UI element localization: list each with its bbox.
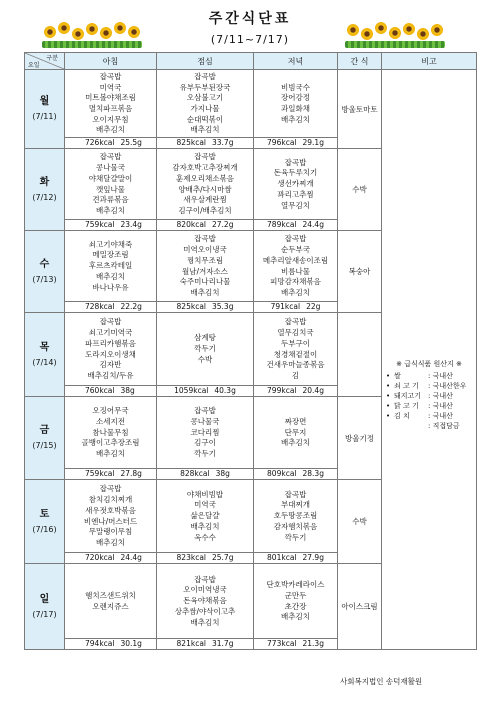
menu-item: 배추김치 [281, 287, 310, 297]
breakfast-cell [65, 313, 157, 397]
menu-item: 감자호박고추장찌개 [172, 163, 238, 173]
snack-cell: 아이스크림 [338, 564, 382, 650]
breakfast-cell [65, 231, 157, 313]
day-cell [25, 231, 65, 313]
bullet-icon: • [386, 411, 391, 420]
menu-item: 수박 [197, 354, 213, 364]
menu-item: 미역국 [194, 500, 216, 510]
origin-title: ※ 급식식품 원산지 ※ [396, 359, 462, 368]
menu-item: 유부두부된장국 [179, 82, 231, 92]
menu-item: 비름나물 [281, 266, 310, 276]
dinner-cell [254, 564, 338, 650]
origin-label: 닭 고 기 [394, 401, 419, 410]
day-date: (7/11) [32, 112, 57, 121]
protein-value: 21.3g [302, 639, 324, 648]
kcal-value: 794kcal [85, 639, 115, 648]
menu-item: 생선카찌개 [277, 179, 314, 189]
menu-item: 삶은달걀 [190, 511, 220, 521]
menu-item: 참치김치찌개 [88, 495, 133, 505]
kcal-value: 759kcal [85, 469, 115, 478]
bullet-icon: • [386, 381, 391, 390]
menu-item: 건새우마늘종볶음 [266, 360, 325, 370]
dinner-cell [254, 313, 338, 397]
lunch-cell [157, 564, 254, 650]
kcal-value: 823kcal [176, 553, 206, 562]
menu-item: 오렌지쥬스 [92, 601, 129, 611]
lunch-cell [157, 313, 254, 397]
menu-item: 초간장 [284, 601, 307, 611]
menu-item: 오징어무국 [92, 406, 129, 416]
nutrition-row [254, 137, 337, 148]
protein-value: 23.4g [120, 220, 142, 229]
nutrition-row [65, 219, 156, 230]
lunch-cell [157, 231, 254, 313]
menu-item: 잡곡밥 [284, 317, 307, 327]
header-corner [25, 53, 65, 70]
menu-item: 배추김치 [190, 287, 220, 297]
day-cell [25, 564, 65, 650]
menu-item: 야채달걀말이 [88, 173, 133, 183]
menu-item: 짜장면 [284, 416, 307, 426]
menu-item: 부대찌개 [281, 500, 310, 510]
nutrition-row [65, 638, 156, 649]
menu-item: 순두부국 [281, 245, 310, 255]
menu-item: 미역국 [99, 82, 122, 92]
protein-value: 33.7g [212, 138, 234, 147]
menu-item: 과일화채 [281, 104, 310, 113]
menu-item: 골뱅이고추장조림 [81, 438, 140, 448]
menu-item: 메추리알새송이조림 [262, 255, 329, 265]
menu-item: 깍두기 [284, 532, 307, 542]
kcal-value: 796kcal [267, 138, 297, 147]
menu-item: 김자반 [99, 360, 122, 370]
origin-label: 김 치 [394, 411, 410, 420]
day-date: (7/17) [32, 609, 57, 619]
menu-item: 코다리찜 [190, 427, 220, 437]
origin-label: 쌀 [394, 371, 401, 380]
menu-item: 잡곡밥 [284, 489, 307, 499]
snack-cell: 수박 [338, 480, 382, 564]
nutrition-row [157, 137, 253, 148]
day-cell [25, 149, 65, 231]
footer-organization: 사회복지법인 송덕재활원 [340, 677, 423, 686]
snack-cell: 수박 [338, 149, 382, 231]
snack-cell [338, 313, 382, 397]
menu-item: 파프리카햄볶음 [85, 338, 136, 348]
day-name: 토 [39, 508, 50, 520]
menu-item: 군만두 [284, 590, 307, 600]
day-cell [25, 397, 65, 480]
menu-item: 옥수수 [194, 532, 216, 542]
protein-value: 20.4g [302, 386, 324, 395]
snack-cell: 복숭아 [338, 231, 382, 313]
menu-item: 상추쌈/야삭이고추 [174, 606, 236, 616]
menu-item: 미트볼야채조림 [85, 93, 136, 103]
menu-item: 호두땅콩조림 [273, 511, 318, 521]
origin-row [386, 411, 472, 421]
lunch-cell [157, 480, 254, 564]
origin-value: : 직접담금 [428, 421, 460, 430]
origin-value: : 국내산 [428, 401, 453, 410]
menu-item: 햄치즈샌드위치 [85, 590, 136, 600]
corner-category-label: 구분 [46, 55, 58, 62]
menu-item: 쇠고기미역국 [88, 328, 133, 338]
origin-info [382, 359, 476, 431]
bullet-icon [386, 421, 394, 431]
menu-item: 도라지오이생채 [85, 349, 136, 359]
origin-label [394, 421, 428, 431]
nutrition-row [254, 468, 337, 479]
date-range: (7/11~7/17) [210, 33, 290, 46]
menu-item: 잡곡밥 [194, 574, 216, 584]
kcal-value: 760kcal [85, 386, 115, 395]
menu-item: 배추김치/두유 [87, 370, 134, 380]
kcal-value: 828kcal [180, 469, 210, 478]
nutrition-row [157, 301, 253, 312]
kcal-value: 809kcal [267, 469, 297, 478]
day-name: 금 [39, 425, 50, 436]
lunch-cell [157, 397, 254, 480]
breakfast-cell [65, 70, 157, 149]
nutrition-row [157, 468, 253, 479]
menu-item: 돈육야채볶음 [183, 596, 227, 606]
protein-value: 27.8g [120, 469, 142, 478]
menu-item: 배추김치 [190, 617, 220, 627]
menu-item: 깍두기 [194, 449, 216, 459]
breakfast-cell [65, 397, 157, 480]
menu-item: 꿩치무조림 [186, 255, 224, 265]
kcal-value: 773kcal [267, 639, 297, 648]
menu-item: 소세지전 [96, 416, 125, 426]
day-name: 목 [39, 341, 50, 353]
kcal-value: 728kcal [85, 302, 115, 311]
kcal-value: 825kcal [176, 302, 206, 311]
dinner-cell [254, 480, 338, 564]
menu-item: 장어강정 [281, 93, 310, 103]
breakfast-cell [65, 564, 157, 650]
origin-row [386, 381, 472, 391]
protein-value: 27.2g [212, 220, 234, 229]
menu-item: 후르츠칵테일 [88, 261, 133, 271]
menu-item: 오이미역냉국 [183, 585, 227, 595]
menu-item: 배추김치 [281, 114, 310, 124]
menu-item: 깻잎나물 [96, 184, 125, 194]
menu-item: 단무지 [284, 427, 307, 437]
day-name: 수 [39, 258, 50, 270]
bullet-icon: • [386, 391, 391, 400]
menu-item: 김 [291, 370, 300, 380]
menu-item: 배추김치 [281, 438, 310, 448]
protein-value: 24.4g [302, 220, 324, 229]
menu-item: 잡곡밥 [194, 234, 216, 244]
origin-row [386, 391, 472, 401]
menu-item: 순대떡볶이 [186, 114, 224, 124]
nutrition-row [65, 137, 156, 148]
kcal-value: 825kcal [176, 138, 206, 147]
protein-value: 25.7g [212, 553, 234, 562]
menu-item: 잡곡밥 [99, 484, 122, 494]
day-name: 일 [39, 593, 50, 605]
protein-value: 31.7g [212, 639, 234, 648]
header-note: 비고 [382, 53, 477, 70]
menu-item: 단호박카레라이스 [266, 580, 325, 590]
menu-item: 야채비빔밥 [186, 489, 224, 499]
kcal-value: 720kcal [85, 553, 115, 562]
protein-value: 29.1g [302, 138, 324, 147]
menu-item: 숙주미나리나물 [179, 277, 231, 287]
menu-item: 배추김치 [190, 125, 220, 135]
origin-row [386, 401, 472, 411]
menu-item: 배추김치 [96, 449, 125, 459]
bullet-icon: • [386, 401, 391, 410]
protein-value: 40.3g [214, 386, 236, 395]
snack-cell: 방울기정 [338, 397, 382, 480]
lunch-cell [157, 149, 254, 231]
header-breakfast: 아침 [65, 53, 157, 70]
menu-item: 오삼불고기 [186, 93, 224, 103]
menu-item: 새우살계란찜 [183, 195, 227, 205]
menu-item: 오이지무침 [92, 114, 129, 124]
day-name: 화 [39, 176, 50, 188]
kcal-value: 726kcal [85, 138, 115, 147]
menu-item: 콩나물국 [190, 416, 220, 426]
menu-item: 잡곡밥 [194, 406, 216, 416]
menu-item: 청경채겉절이 [273, 349, 318, 359]
menu-item: 삼계탕 [194, 333, 216, 343]
menu-item: 배추김치 [96, 271, 125, 281]
menu-item: 열무김치 [281, 200, 310, 210]
day-cell [25, 70, 65, 149]
menu-item: 월남/겨자소스 [182, 266, 228, 276]
nutrition-row [65, 552, 156, 563]
origin-row [386, 371, 472, 381]
breakfast-cell [65, 480, 157, 564]
day-cell [25, 313, 65, 397]
origin-value: : 국내산 [428, 411, 453, 420]
origin-value: : 국내산한우 [428, 381, 467, 390]
kcal-value: 799kcal [267, 386, 297, 395]
nutrition-row [254, 385, 337, 396]
nutrition-row [65, 301, 156, 312]
kcal-value: 759kcal [85, 220, 115, 229]
menu-item: 배추김치 [96, 537, 125, 547]
menu-item: 열무김치국 [277, 328, 314, 338]
nutrition-row [157, 638, 253, 649]
nutrition-row [157, 385, 253, 396]
protein-value: 35.3g [212, 302, 234, 311]
menu-item: 잡곡밥 [99, 152, 122, 162]
protein-value: 25.5g [120, 138, 142, 147]
protein-value: 38g [215, 469, 230, 478]
menu-item: 콩나물국 [96, 163, 125, 173]
menu-item: 꽈리고추찜 [277, 189, 314, 199]
header-dinner: 저녁 [254, 53, 338, 70]
weekly-menu-table [24, 52, 477, 650]
day-name: 월 [39, 96, 50, 107]
menu-item: 바나나우유 [92, 282, 129, 292]
menu-item: 쇠고기야채죽 [88, 239, 133, 249]
origin-value: : 국내산 [428, 371, 453, 380]
menu-item: 비엔나/머스터드 [83, 516, 138, 526]
note-cell [382, 70, 477, 650]
kcal-value: 791kcal [270, 302, 301, 311]
nutrition-row [254, 301, 337, 312]
protein-value: 38g [120, 386, 135, 395]
menu-item: 잡곡밥 [99, 71, 122, 81]
lunch-cell [157, 70, 254, 149]
menu-item: 배추김치 [190, 521, 220, 531]
header-snack: 간 식 [338, 53, 382, 70]
day-date: (7/12) [32, 192, 57, 202]
kcal-value: 821kcal [176, 639, 206, 648]
menu-item: 훈제오리채소볶음 [176, 173, 234, 183]
nutrition-row [254, 219, 337, 230]
menu-item: 잡곡밥 [194, 152, 216, 162]
menu-item: 무말랭이무침 [88, 527, 133, 537]
protein-value: 30.1g [120, 639, 142, 648]
menu-item: 배추김치 [96, 205, 125, 215]
protein-value: 22g [306, 302, 321, 311]
header-lunch: 점심 [157, 53, 254, 70]
menu-item: 잡곡밥 [194, 71, 216, 81]
menu-item: 미역오이냉국 [183, 245, 227, 255]
menu-item: 깍두기 [194, 344, 216, 354]
kcal-value: 820kcal [176, 220, 206, 229]
protein-value: 24.4g [120, 553, 142, 562]
menu-item: 배추김치 [96, 125, 125, 135]
day-date: (7/14) [32, 357, 57, 367]
dinner-cell [254, 70, 338, 149]
snack-cell: 방울토마토 [338, 70, 382, 149]
menu-item: 참나물무침 [92, 427, 129, 437]
header-row [25, 53, 477, 70]
menu-item: 두부구이 [281, 338, 310, 348]
menu-item: 가지나물 [190, 104, 220, 113]
protein-value: 27.9g [302, 553, 324, 562]
protein-value: 22.2g [120, 302, 142, 311]
day-date: (7/16) [32, 524, 57, 534]
nutrition-row [254, 552, 337, 563]
kcal-value: 1059kcal [174, 386, 209, 395]
menu-item: 양배추/다시마쌈 [178, 184, 232, 194]
kcal-value: 789kcal [267, 220, 297, 229]
nutrition-row [254, 638, 337, 649]
menu-item: 견과류볶음 [92, 195, 129, 205]
page-title: 주간식단표 [208, 11, 292, 27]
menu-item: 배추김치 [281, 612, 310, 622]
menu-item: 잡곡밥 [284, 157, 307, 167]
day-date: (7/13) [32, 274, 57, 284]
bullet-icon: • [386, 371, 391, 380]
breakfast-cell [65, 149, 157, 231]
origin-label: 쇠 고 기 [394, 381, 419, 390]
menu-item: 새우젓호박볶음 [85, 505, 136, 515]
corner-day-label: 요일 [28, 62, 40, 69]
menu-item: 메밀장조림 [92, 250, 129, 260]
table-row [25, 70, 477, 149]
dinner-cell [254, 397, 338, 480]
menu-item: 김구이 [194, 438, 216, 448]
day-cell [25, 480, 65, 564]
protein-value: 28.3g [302, 469, 324, 478]
menu-item: 감자햄치볶음 [273, 521, 318, 531]
menu-item: 비빔국수 [281, 82, 310, 92]
nutrition-row [157, 219, 253, 230]
dinner-cell [254, 231, 338, 313]
origin-value: : 국내산 [428, 391, 453, 400]
origin-label: 돼지고기 [394, 391, 422, 400]
dinner-cell [254, 149, 338, 231]
nutrition-row [157, 552, 253, 563]
kcal-value: 801kcal [267, 553, 297, 562]
menu-item: 멸치파프볶음 [88, 104, 133, 113]
origin-row [386, 421, 472, 431]
day-date: (7/15) [32, 441, 57, 450]
menu-item: 돈육두루치기 [273, 168, 318, 178]
menu-item: 김구이/배추김치 [178, 205, 232, 215]
nutrition-row [65, 385, 156, 396]
menu-item: 잡곡밥 [284, 234, 307, 244]
menu-item: 잡곡밥 [99, 317, 122, 327]
menu-item: 피망감자채볶음 [270, 277, 321, 287]
nutrition-row [65, 468, 156, 479]
